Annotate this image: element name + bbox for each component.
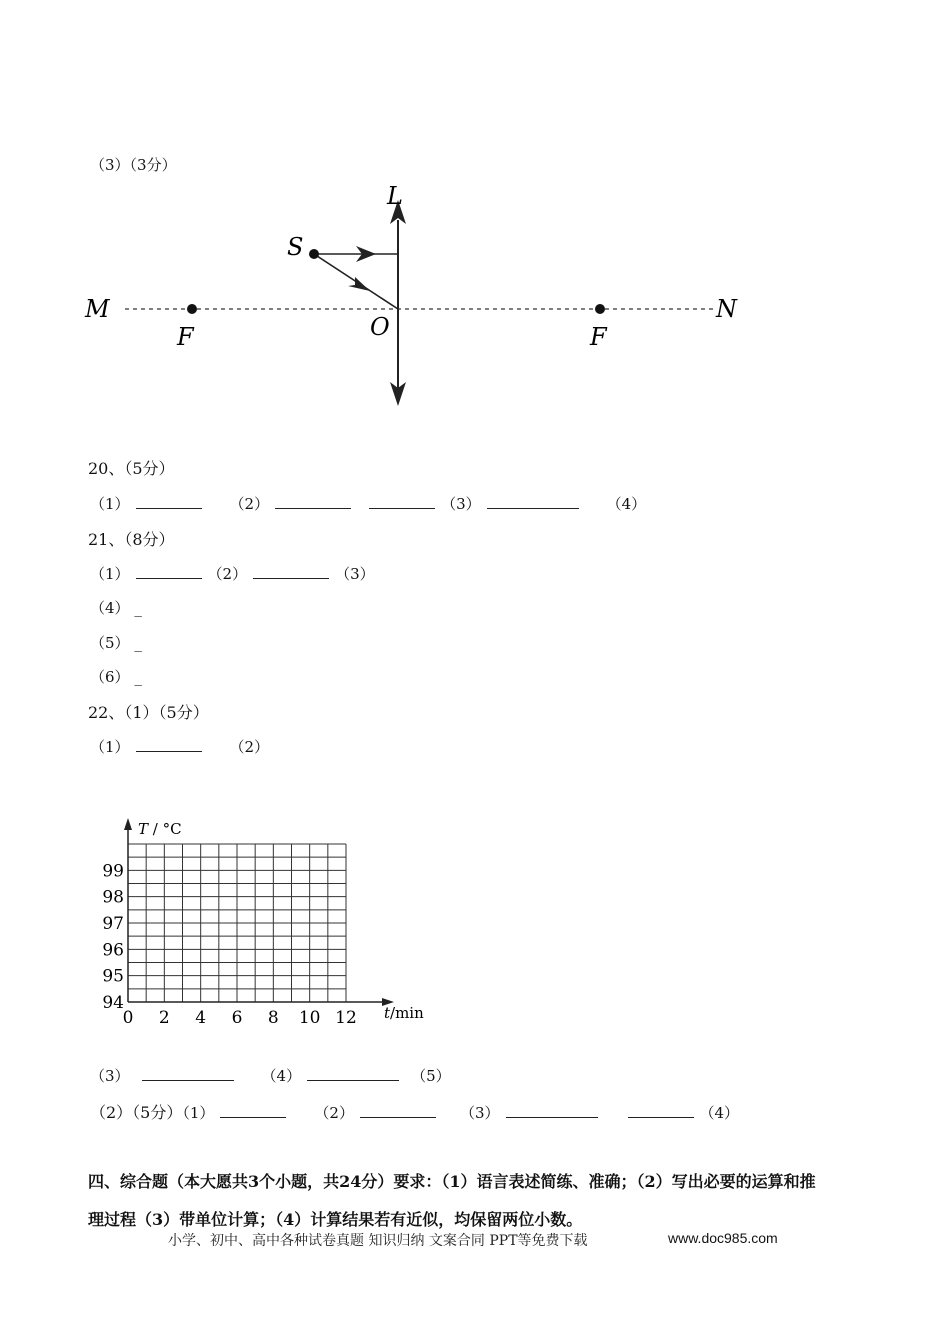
- q22-answer-row-1: [90, 736, 269, 757]
- q19-part3-label: （3）（3分）: [90, 156, 177, 174]
- q21-part6: （6）: [90, 668, 130, 686]
- q22-part2-4: （4）: [699, 1104, 740, 1122]
- q20-part3: （3）: [441, 495, 481, 513]
- focal-point-left: [187, 304, 197, 314]
- q21-part5: （5）: [90, 634, 130, 652]
- q21-row-4: [90, 597, 142, 618]
- q22-part2: （2）: [229, 738, 270, 756]
- footer-text: 小学、初中、高中各种试卷真题 知识归纳 文案合同 PPT等免费下载: [168, 1233, 588, 1249]
- source-point-s: [309, 249, 319, 259]
- y-tick-label: 96: [102, 940, 124, 961]
- q21-stub-4: _: [134, 599, 142, 617]
- grid-lines: [128, 844, 346, 1002]
- q20-blank-4[interactable]: [487, 494, 579, 509]
- q20-blank-3[interactable]: [369, 494, 435, 509]
- q22-part2-blank-3[interactable]: [506, 1103, 598, 1118]
- label-s: S: [287, 233, 304, 261]
- q21-row-5: [90, 632, 142, 653]
- q22-part3: （3）: [90, 1067, 130, 1085]
- x-tick-label: 2: [158, 1008, 170, 1028]
- q20-part2: （2）: [229, 495, 270, 513]
- q20-blank-1[interactable]: [136, 494, 202, 509]
- y-axis-label-unit: / °C: [148, 820, 182, 838]
- q22-part2-3: （3）: [459, 1104, 500, 1122]
- q22-part2-label: （2）（5分）: [90, 1103, 183, 1122]
- q22-part2-blank-2[interactable]: [360, 1103, 436, 1118]
- label-f-left: F: [177, 323, 194, 351]
- q20-answer-row: [90, 493, 646, 514]
- x-tick-label: 10: [298, 1008, 321, 1028]
- q22-part1: （1）: [90, 738, 130, 756]
- label-n: N: [716, 295, 737, 323]
- label-l: L: [387, 182, 403, 210]
- q22-part2-blank-1[interactable]: [220, 1103, 286, 1118]
- q22-part2-blank-4[interactable]: [628, 1103, 694, 1118]
- footer-url[interactable]: www.doc985.com: [668, 1230, 778, 1246]
- lens-ray-diagram: [80, 180, 760, 415]
- q20-title: 20、（5分）: [88, 459, 175, 478]
- q20-blank-2[interactable]: [275, 494, 351, 509]
- q20-part4: （4）: [606, 495, 647, 513]
- q22-part2-row: [90, 1100, 739, 1123]
- y-tick-label: 98: [102, 887, 124, 908]
- x-tick-label: 0: [122, 1008, 134, 1028]
- q22-title: 22、（1）（5分）: [88, 703, 209, 722]
- x-tick-label: 6: [231, 1008, 243, 1028]
- q20-part1: （1）: [90, 495, 130, 513]
- y-tick-label: 95: [102, 966, 124, 987]
- q21-title: 21、（8分）: [88, 530, 175, 549]
- q21-answer-row-1: [90, 563, 375, 584]
- x-tick-label: 12: [335, 1008, 357, 1028]
- temperature-time-grid: [96, 812, 436, 1032]
- q21-part4: （4）: [90, 599, 130, 617]
- x-tick-label: 8: [267, 1008, 279, 1028]
- q22-part2-1: （1）: [182, 1104, 215, 1122]
- x-tick-label: 4: [195, 1008, 207, 1028]
- q22-part5: （5）: [411, 1067, 451, 1085]
- y-tick-label: 97: [102, 914, 124, 934]
- q21-row-6: [90, 666, 142, 687]
- q22-blank-3[interactable]: [142, 1066, 234, 1081]
- x-axis-label-symbol: t: [384, 1004, 391, 1022]
- section4-line2: 理过程（3）带单位计算；（4）计算结果若有近似，均保留两位小数。: [88, 1210, 583, 1229]
- y-tick-labels: [102, 861, 124, 1013]
- q22-answer-row-3: [90, 1065, 451, 1086]
- y-tick-label: 94: [102, 993, 124, 1013]
- q21-stub-6: _: [134, 668, 142, 686]
- q21-part3: （3）: [335, 565, 375, 583]
- q22-part4: （4）: [261, 1067, 302, 1085]
- y-axis-label: [138, 820, 182, 838]
- q22-part2-2: （2）: [314, 1104, 354, 1122]
- x-tick-labels: [123, 1008, 357, 1028]
- label-f-right: F: [590, 323, 607, 351]
- x-axis-label: [384, 1004, 424, 1022]
- label-o: O: [370, 313, 390, 341]
- q21-part1: （1）: [90, 565, 130, 583]
- y-axis-label-symbol: T: [138, 820, 149, 838]
- q21-blank-1[interactable]: [136, 564, 202, 579]
- q21-blank-2[interactable]: [253, 564, 329, 579]
- q22-blank-1[interactable]: [136, 737, 202, 752]
- x-axis-label-unit: /min: [390, 1004, 424, 1022]
- focal-point-right: [595, 304, 605, 314]
- y-tick-label: 99: [102, 861, 124, 882]
- q21-part2: （2）: [207, 565, 248, 583]
- y-axis-arrow: [124, 818, 132, 830]
- q21-stub-5: _: [134, 634, 142, 652]
- label-m: M: [85, 295, 110, 323]
- q22-blank-4[interactable]: [307, 1066, 399, 1081]
- section4-line1: 四、综合题（本大愿共3个小题，共24分）要求：（1）语言表述简练、准确；（2）写出必要的运算和推: [88, 1172, 816, 1191]
